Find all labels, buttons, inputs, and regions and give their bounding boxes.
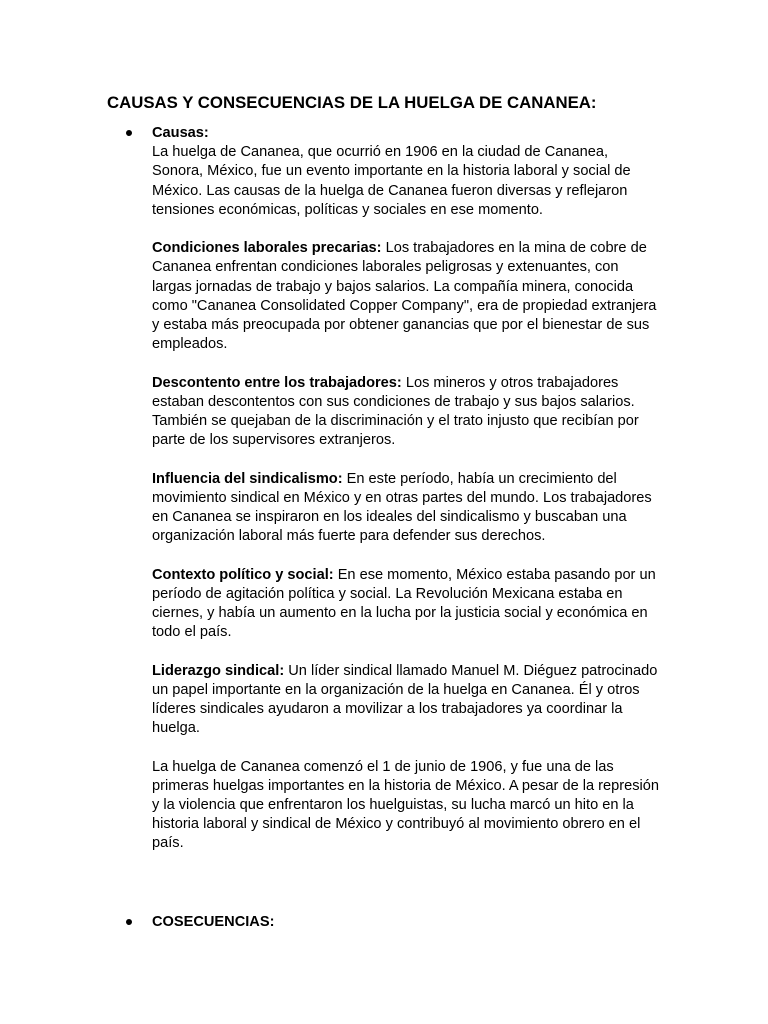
cause-text: En ese momento, México estaba pasando por un período de agitación política y social. La Revolución Mexicana estaba en ciernes, y había un aumento en la lucha por la justicia social y económica en todo el país. [152,566,656,641]
cause-text: Los trabajadores en la mina de cobre de Cananea enfrentan condiciones laborales peligrosas y extenuantes, con largas jornadas de trabajo y bajos salarios. La compañía minera, conocida como "Cananea Consolidated Copper Company", era de propiedad extranjera y estaba más preocupada por obtener ganancias que por el bienestar de sus empleados. [152,240,657,353]
cause-label: Influencia del sindicalismo: [152,470,343,487]
cause-paragraph [152,239,662,354]
causas-heading: Causas: [152,125,209,141]
cause-paragraph [152,470,662,547]
consecuencias-body [152,913,662,932]
cause-label: Contexto político y social: [152,566,334,583]
cause-paragraph [152,374,662,451]
cause-text: Un líder sindical llamado Manuel M. Diéguez patrocinado un papel importante en la organización de la huelga en Cananea. Él y otros líderes sindicales ayudaron a movilizar a los trabajadores ya coordinar la huelga. [152,662,658,737]
consecuencias-heading: COSECUENCIAS: [152,914,275,930]
causas-intro-paragraph: La huelga de Cananea, que ocurrió en 1906 en la ciudad de Cananea, Sonora, México, fue un evento importante en la historia laboral y social de México. Las causas de la huelga de Cananea fueron diversas y reflejaron tensiones económicas, políticas y sociales en ese momento. [152,144,631,218]
cause-paragraph [152,662,662,739]
document-title: CAUSAS Y CONSECUENCIAS DE LA HUELGA DE CANANEA: [107,93,597,112]
cause-paragraph [152,566,662,643]
bullet-icon [126,919,132,925]
causas-body [152,124,662,873]
cause-text: Los mineros y otros trabajadores estaban descontentos con sus condiciones de trabajo y sus bajos salarios. También se quejaban de la discriminación y el trato injusto que recibían por parte de los supervisores extranjeros. [152,374,639,449]
cause-label: Condiciones laborales precarias: [152,240,382,257]
cause-text: En este período, había un crecimiento del movimiento sindical en México y en otras partes del mundo. Los trabajadores en Cananea se inspiraron en los ideales del sindicalismo y buscaban una organización laboral más fuerte para defender sus derechos. [152,470,652,545]
cause-label: Descontento entre los trabajadores: [152,374,402,391]
cause-label: Liderazgo sindical: [152,662,285,679]
causas-closing-paragraph: La huelga de Cananea comenzó el 1 de junio de 1906, y fue una de las primeras huelgas importantes en la historia de México. A pesar de la represión y la violencia que enfrentaron los huelguistas, su lucha marcó un hito en la historia laboral y sindical de México y contribuyó al movimiento obrero en el país. [152,758,659,852]
bullet-icon [126,130,132,136]
